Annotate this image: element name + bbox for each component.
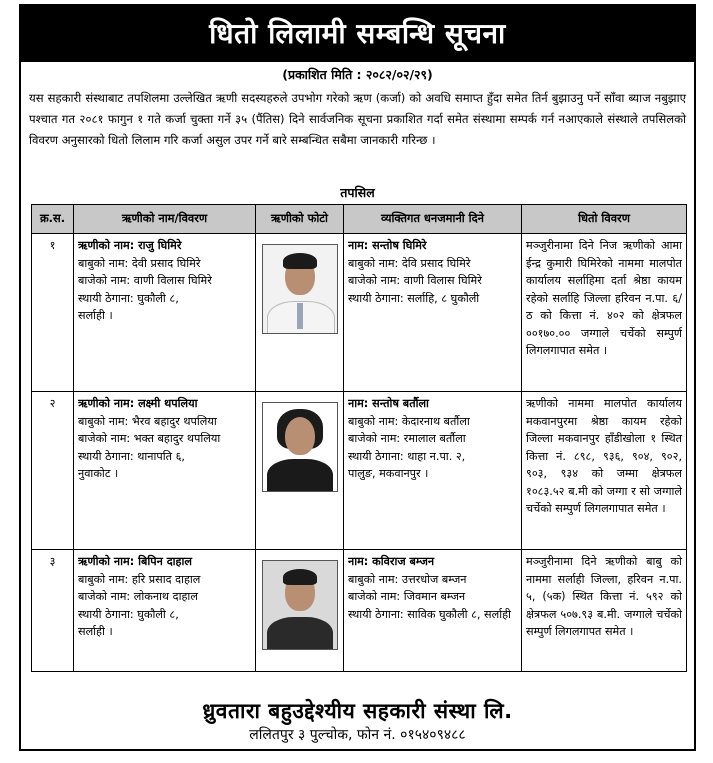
guarantor-grandfather: बाजेको नाम: जिवमान बम्जन	[348, 590, 466, 603]
collateral-cell: मञ्जुरीनामा दिने ऋणीको बाबु को नाममा सर्लाही जिल्ला, हरिवन न.पा. ५, (५क) स्थित कित्ता नं. ५९२ को क्षेत्रफल ५०७.९३ ब.मी. जग्गाले चर्चेको सम्पुर्ण लिगलगापत समेत ।	[522, 550, 687, 672]
borrower-name: ऋणीको नाम: राजु घिमिरे	[78, 239, 182, 252]
guarantor-father: बाबुको नाम: केदारनाथ बर्तौला	[348, 414, 470, 428]
borrower-address: स्थायी ठेगाना: घुकौली ८,	[78, 291, 179, 305]
borrower-father: बाबुको नाम: हरि प्रसाद दाहाल	[78, 572, 201, 586]
guarantor-name: नाम: सन्तोष घिमिरे	[348, 239, 427, 252]
borrower-grandfather: बाजेको नाम: वाणी विलास घिमिरे	[78, 274, 212, 287]
row-serial-number: १	[32, 234, 74, 392]
intro-paragraph: यस सहकारी संस्थाबाट तपशिलमा उल्लेखित ऋणी सदस्यहरुले उपभोग गरेको ऋण (कर्जा) को अवधि समाप्त हुँदा समेत तिर्न बुझाउनु पर्ने साँवा ब्याज नबुझाए पश्चात गत २०८१ फागुन १ गते कर्जा चुक्ता गर्ने ३५ (पैंतिस) दिने सार्वजनिक सूचना प्रकाशित गर्दा समेत संस्थामा सम्पर्क गर्न नआएकाले संस्थाले तपसिलको विवरण अनुसारको धितो लिलाम गरि कर्जा असुल उपर गर्ने बारे सम्बन्धित सबैमा जानकारी गरिन्छ ।	[29, 91, 686, 147]
guarantor-father: बाबुको नाम: उत्तरधोज बम्जन	[348, 572, 467, 586]
guarantor-grandfather: बाजेको नाम: वाणी विलास घिमिरे	[348, 274, 482, 287]
row-serial-number: ३	[32, 550, 74, 672]
borrower-cell	[74, 550, 256, 672]
guarantor-address: स्थायी ठेगाना: साविक घुकौली ८, सर्लाही	[348, 607, 511, 621]
published-date: (प्रकाशित मिति : २०८२/०२/२९)	[282, 67, 433, 82]
table-row	[32, 234, 687, 392]
organization-name: ध्रुवतारा बहुउद्देश्यीय सहकारी संस्था लि.	[202, 699, 513, 723]
guarantor-name: नाम: सन्तोष बर्तौला	[348, 397, 429, 410]
notice-frame	[19, 4, 696, 751]
guarantor-address: स्थायी ठेगाना: थाहा न.पा. २,	[348, 449, 466, 463]
collateral-cell: ऋणीको नाममा मालपोत कार्यालय मकवानपुरमा श्रेष्ठा कायम रहेको जिल्ला मकवानपुर हाँडीखोला १ स्थित कित्ता नं. ८९८, ९३६, ९०४, ९०२, ९०३, ९३४ को जम्मा क्षेत्रफल १०८३.५२ ब.मी को जग्गा र सो जग्गाले चर्चेको सम्पुर्ण लिगलगापात समेत ।	[522, 392, 687, 550]
guarantor-grandfather: बाजेको नाम: रमालाल बर्तौला	[348, 432, 466, 445]
auction-details-table	[31, 204, 687, 672]
borrower-photo	[262, 402, 338, 492]
borrower-district: सर्लाही ।	[78, 625, 113, 638]
photo-cell	[256, 234, 344, 392]
borrower-district: सर्लाही ।	[78, 309, 113, 322]
guarantor-cell	[344, 234, 522, 392]
borrower-cell	[74, 392, 256, 550]
photo-cell	[256, 392, 344, 550]
borrower-district: नुवाकोट ।	[78, 467, 119, 480]
borrower-photo	[262, 560, 338, 650]
borrower-father: बाबुको नाम: भैरव बहादुर थपलिया	[78, 414, 217, 428]
guarantor-cell	[344, 550, 522, 672]
borrower-cell	[74, 234, 256, 392]
column-header-guarantor: व्यक्तिगत धनजमानी दिने	[344, 205, 522, 234]
borrower-grandfather: बाजेको नाम: लोकनाथ दाहाल	[78, 590, 198, 603]
row-serial-number: २	[32, 392, 74, 550]
guarantor-name: नाम: कविराज बम्जन	[348, 555, 435, 568]
guarantor-cell	[344, 392, 522, 550]
organization-address: ललितपुर ३ पुल्चोक, फोन नं. ०१५४०९४८८	[249, 727, 466, 743]
column-header-photo: ऋणीको फोटो	[256, 205, 344, 234]
borrower-father: बाबुको नाम: देवी प्रसाद घिमिरे	[78, 256, 201, 270]
photo-cell	[256, 550, 344, 672]
table-header-row	[32, 205, 687, 234]
borrower-photo	[262, 244, 338, 334]
borrower-name: ऋणीको नाम: बिपिन दाहाल	[78, 555, 192, 568]
section-title: तपसिल	[340, 185, 375, 200]
guarantor-address: स्थायी ठेगाना: सर्लाहि, ८ घुकौली	[348, 291, 480, 305]
column-header-borrower: ऋणीको नाम/विवरण	[74, 205, 256, 234]
table-row	[32, 392, 687, 550]
guarantor-district: पालुङ, मकवानपुर ।	[348, 467, 429, 480]
notice-title: धितो लिलामी सम्बन्धि सूचना	[21, 6, 694, 62]
borrower-address: स्थायी ठेगाना: घुकौली ८,	[78, 607, 179, 621]
column-header-collateral: धितो विवरण	[522, 205, 687, 234]
guarantor-father: बाबुको नाम: देवि प्रसाद घिमिरे	[348, 256, 471, 270]
borrower-grandfather: बाजेको नाम: भक्त बहादुर थपलिया	[78, 432, 221, 445]
column-header-sn: क्र.स.	[32, 205, 74, 234]
collateral-cell: मञ्जुरीनामा दिने निज ऋणीको आमा ईन्द्र कुमारी घिमिरेको नाममा मालपोत कार्यालय सर्लाहिमा दर्ता श्रेष्ठा कायम रहेको सर्लाहि जिल्ला हरिवन न.पा. ६/ठ को कित्ता नं. ४०२ को क्षेत्रफल ००१७०.०० जग्गाले चर्चेको सम्पुर्ण लिगलगापात समेत ।	[522, 234, 687, 392]
borrower-address: स्थायी ठेगाना: थानापति ६,	[78, 449, 185, 463]
borrower-name: ऋणीको नाम: लक्ष्मी थपलिया	[78, 397, 198, 410]
table-row	[32, 550, 687, 672]
